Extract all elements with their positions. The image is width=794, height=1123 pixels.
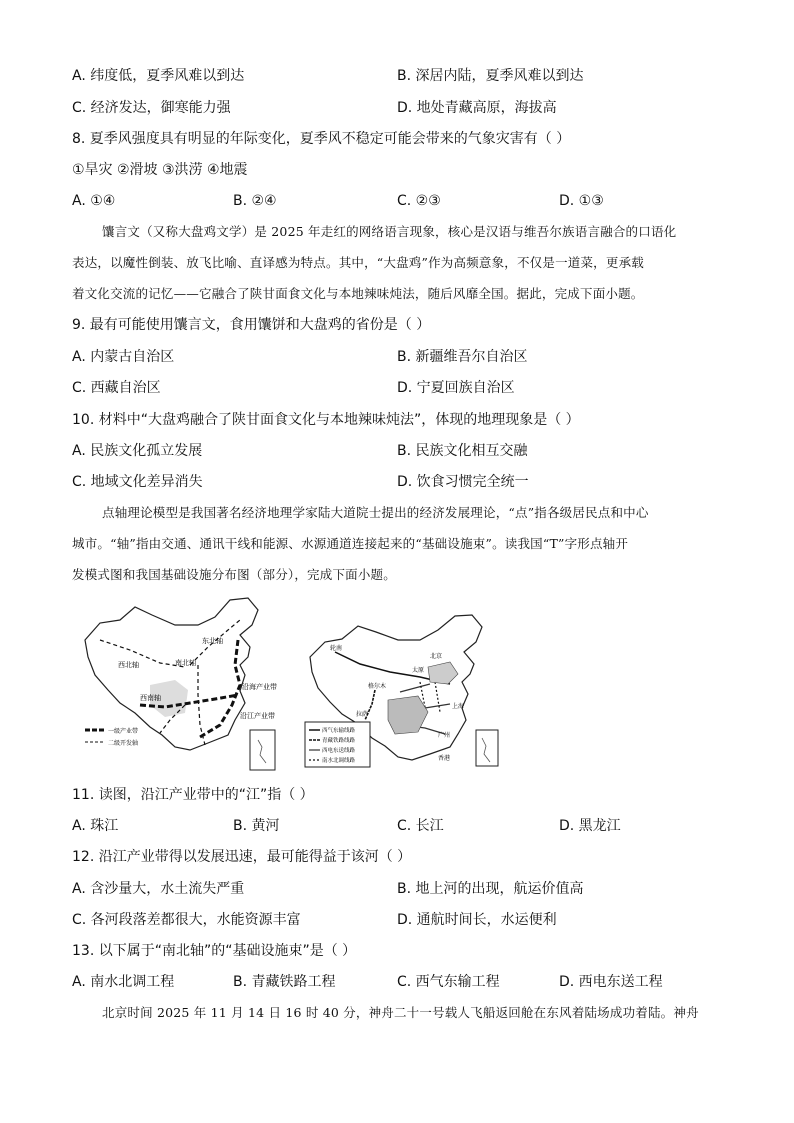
legend-west-east-power: 西电东送线路 xyxy=(322,748,356,754)
q9-option-d: D. 宁夏回族自治区 xyxy=(397,380,515,396)
infrastructure-map xyxy=(300,612,505,772)
q10-option-a: A. 民族文化孤立发展 xyxy=(72,443,203,459)
legend-west-east-gas: 西气东输线路 xyxy=(322,728,356,734)
legend-second-level-axis: 二级开发轴 xyxy=(108,740,139,747)
label-northwest-axis: 西北轴 xyxy=(118,661,139,669)
q13-option-a: A. 南水北调工程 xyxy=(72,974,175,990)
label-hongkong: 香港 xyxy=(438,755,451,762)
q7-option-b: B. 深居内陆，夏季风难以到达 xyxy=(397,68,584,84)
q8-option-a: A. ①④ xyxy=(72,193,116,209)
passage2-line1: 点轴理论模型是我国著名经济地理学家陆大道院士提出的经济发展理论，“点”指各级居民点和中心 xyxy=(102,505,649,520)
q8-stem: 8. 夏季风强度具有明显的年际变化，夏季风不稳定可能会带来的气象灾害有（ ） xyxy=(72,131,571,147)
passage1-line1: 馕言文（又称大盘鸡文学）是 2025 年走红的网络语言现象，核心是汉语与维吾尔族语言融合的口语化 xyxy=(102,224,677,239)
q9-stem: 9. 最有可能使用馕言文，食用馕饼和大盘鸡的省份是（ ） xyxy=(72,317,431,333)
q12-option-b: B. 地上河的出现，航运价值高 xyxy=(397,881,584,897)
label-taiyuan: 太原 xyxy=(412,667,425,674)
legend-qinghai-tibet-rail: 青藏铁路线路 xyxy=(322,738,356,744)
q13-option-d: D. 西电东送工程 xyxy=(559,974,663,990)
label-yangtze-belt: 沿江产业带 xyxy=(240,712,275,720)
q13-option-c: C. 西气东输工程 xyxy=(397,974,500,990)
passage2-line3: 发模式图和我国基础设施分布图（部分），完成下面小题。 xyxy=(72,567,396,582)
legend-first-level-belt: 一级产业带 xyxy=(108,728,139,735)
legend-south-north-water: 南水北调线路 xyxy=(322,758,356,764)
q9-option-b: B. 新疆维吾尔自治区 xyxy=(397,349,528,365)
label-golmud: 格尔木 xyxy=(368,683,387,690)
q11-stem: 11. 读图，沿江产业带中的“江”指（ ） xyxy=(72,787,314,803)
q11-option-a: A. 珠江 xyxy=(72,818,119,834)
q8-option-c: C. ②③ xyxy=(397,193,441,209)
label-guangzhou: 广州 xyxy=(438,732,451,739)
q13-stem: 13. 以下属于“南北轴”的“基础设施束”是（ ） xyxy=(72,943,357,959)
q11-option-c: C. 长江 xyxy=(397,818,444,834)
point-axis-model-map xyxy=(80,595,285,775)
q10-option-b: B. 民族文化相互交融 xyxy=(397,443,528,459)
q8-items: ①旱灾 ②滑坡 ③洪涝 ④地震 xyxy=(72,162,248,178)
q12-option-d: D. 通航时间长，水运便利 xyxy=(397,912,557,928)
label-shanghai: 上海 xyxy=(452,703,465,710)
q11-option-d: D. 黑龙江 xyxy=(559,818,621,834)
passage1-line3: 着文化交流的记忆——它融合了陕甘面食文化与本地辣味炖法，随后风靡全国。据此，完成下面小题。 xyxy=(72,286,644,301)
q9-option-c: C. 西藏自治区 xyxy=(72,380,161,396)
label-lhasa: 拉萨 xyxy=(356,711,369,718)
label-beijing: 北京 xyxy=(430,653,443,660)
q10-stem: 10. 材料中“大盘鸡融合了陕甘面食文化与本地辣味炖法”，体现的地理现象是（ ） xyxy=(72,412,580,428)
q9-option-a: A. 内蒙古自治区 xyxy=(72,349,175,365)
q12-option-a: A. 含沙量大，水土流失严重 xyxy=(72,881,245,897)
q7-option-a: A. 纬度低，夏季风难以到达 xyxy=(72,68,245,84)
q12-stem: 12. 沿江产业带得以发展迅速，最可能得益于该河（ ） xyxy=(72,849,412,865)
passage2-line2: 城市。“轴”指由交通、通讯干线和能源、水源通道连接起来的“基础设施束”。读我国“T”字形点轴开 xyxy=(72,536,629,551)
q10-option-c: C. 地域文化差异消失 xyxy=(72,474,203,490)
label-north-south-axis: 南北轴 xyxy=(175,659,196,667)
passage1-line2: 表达，以魔性倒装、放飞比喻、直译感为特点。其中，“大盘鸡”作为高频意象，不仅是一道菜，更承载 xyxy=(72,255,644,270)
q7-option-d: D. 地处青藏高原，海拔高 xyxy=(397,100,557,116)
passage3-line1: 北京时间 2025 年 11 月 14 日 16 时 40 分，神舟二十一号载人飞船返回舱在东风着陆场成功着陆。神舟 xyxy=(102,1005,699,1020)
q8-option-b: B. ②④ xyxy=(233,193,277,209)
q12-option-c: C. 各河段落差都很大，水能资源丰富 xyxy=(72,912,301,928)
label-northeast-axis: 东北轴 xyxy=(202,637,223,645)
q11-option-b: B. 黄河 xyxy=(233,818,280,834)
q8-option-d: D. ①③ xyxy=(559,193,604,209)
q13-option-b: B. 青藏铁路工程 xyxy=(233,974,336,990)
q7-option-c: C. 经济发达，御寒能力强 xyxy=(72,100,231,116)
label-coastal-belt: 沿海产业带 xyxy=(242,683,277,691)
q10-option-d: D. 饮食习惯完全统一 xyxy=(397,474,529,490)
label-lunnan: 轮南 xyxy=(330,645,343,652)
label-southwest-axis: 西南轴 xyxy=(140,694,161,702)
